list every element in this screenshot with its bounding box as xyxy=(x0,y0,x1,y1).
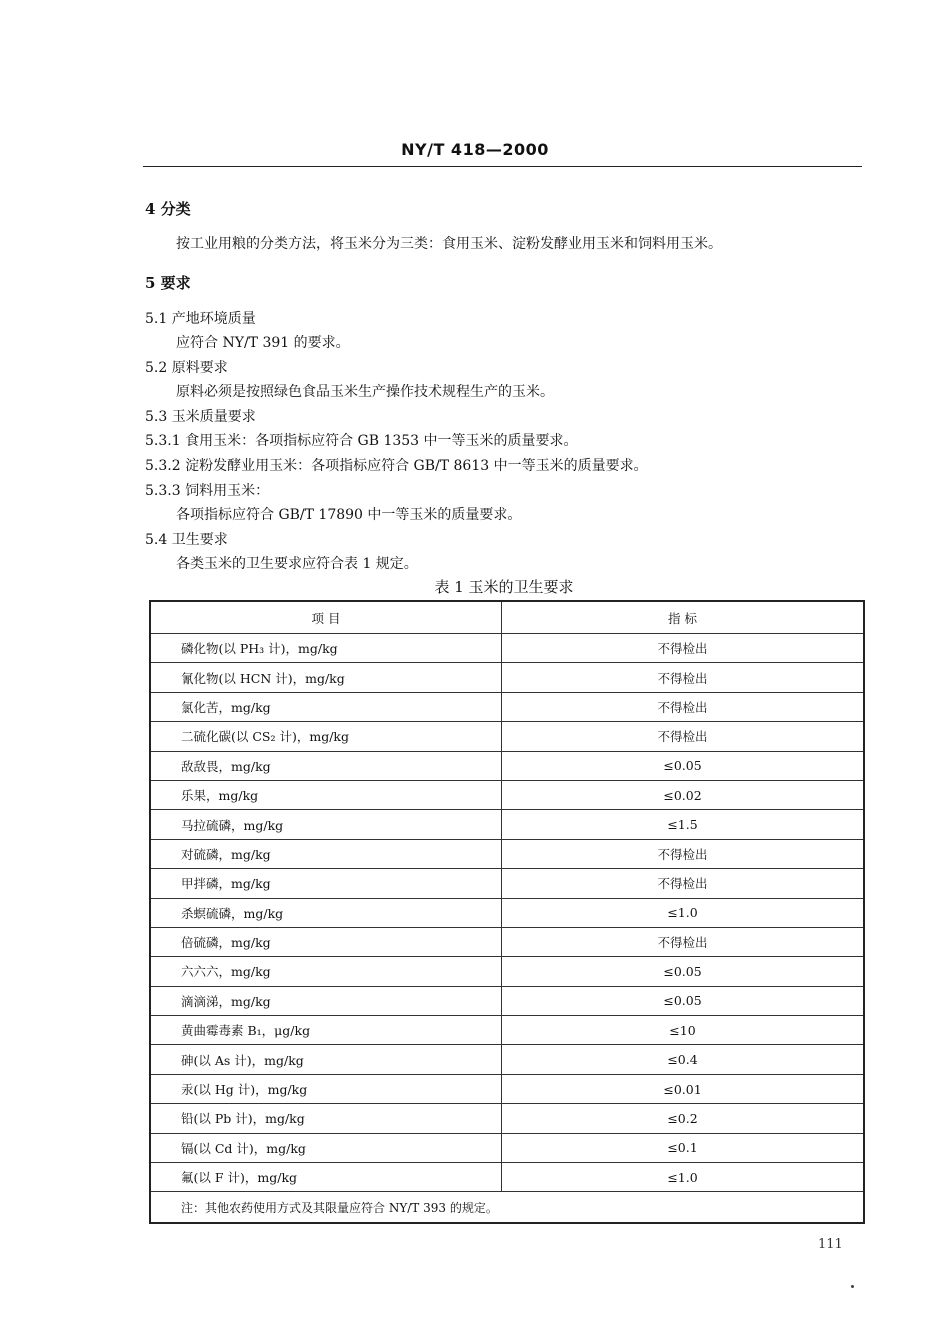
table-row xyxy=(150,692,864,721)
table-row xyxy=(150,1016,864,1045)
table-row xyxy=(150,1104,864,1133)
table-cell-value: ≤1.0 xyxy=(502,898,865,927)
table-cell-item: 铅(以 Pb 计)，mg/kg xyxy=(150,1104,502,1133)
table-cell-item: 马拉硫磷，mg/kg xyxy=(150,810,502,839)
table-cell-item: 汞(以 Hg 计)，mg/kg xyxy=(150,1074,502,1103)
table-cell-value: ≤0.02 xyxy=(502,780,865,809)
table-row xyxy=(150,1074,864,1103)
table-cell-item: 甲拌磷，mg/kg xyxy=(150,869,502,898)
table-row xyxy=(150,869,864,898)
table-cell-item: 氰化物(以 HCN 计)，mg/kg xyxy=(150,663,502,692)
table-cell-value: 不得检出 xyxy=(502,634,865,663)
table-cell-value: ≤1.5 xyxy=(502,810,865,839)
table-cell-value: ≤10 xyxy=(502,1016,865,1045)
section-5-2-text: 原料必须是按照绿色食品玉米生产操作技术规程生产的玉米。 xyxy=(176,384,554,400)
table-row xyxy=(150,986,864,1015)
table-cell-value: ≤1.0 xyxy=(502,1163,865,1192)
table-cell-value: 不得检出 xyxy=(502,692,865,721)
table-cell-value: ≤0.05 xyxy=(502,986,865,1015)
table-cell-value: ≤0.01 xyxy=(502,1074,865,1103)
section-5-3-heading: 5.3 玉米质量要求 xyxy=(145,409,256,425)
table-cell-value: 不得检出 xyxy=(502,927,865,956)
table-cell-item: 杀螟硫磷，mg/kg xyxy=(150,898,502,927)
table-cell-item: 氟(以 F 计)，mg/kg xyxy=(150,1163,502,1192)
page-mark xyxy=(851,1285,854,1288)
table-row xyxy=(150,722,864,751)
hygiene-requirements-table xyxy=(149,600,865,1224)
table-cell-item: 黄曲霉毒素 B₁，μg/kg xyxy=(150,1016,502,1045)
table-row xyxy=(150,634,864,663)
table-header-row xyxy=(150,601,864,634)
table-cell-value: ≤0.05 xyxy=(502,957,865,986)
table-cell-value: ≤0.05 xyxy=(502,751,865,780)
table-cell-value: ≤0.4 xyxy=(502,1045,865,1074)
table-row xyxy=(150,780,864,809)
table-row xyxy=(150,839,864,868)
table-row xyxy=(150,1163,864,1192)
standard-code: NY/T 418—2000 xyxy=(401,140,549,159)
table-cell-item: 六六六，mg/kg xyxy=(150,957,502,986)
section-5-4-heading: 5.4 卫生要求 xyxy=(145,532,228,548)
section-5-4-text: 各类玉米的卫生要求应符合表 1 规定。 xyxy=(176,556,418,572)
table-cell-item: 对硫磷，mg/kg xyxy=(150,839,502,868)
table-cell-value: ≤0.2 xyxy=(502,1104,865,1133)
section-4-heading: 4 分类 xyxy=(145,200,191,218)
table-row xyxy=(150,663,864,692)
header-rule xyxy=(143,166,862,167)
table-row xyxy=(150,751,864,780)
section-5-3-3-heading: 5.3.3 饲料用玉米： xyxy=(145,483,270,499)
page-number: 111 xyxy=(818,1237,843,1252)
section-5-1-text: 应符合 NY/T 391 的要求。 xyxy=(176,335,350,351)
section-5-3-2: 5.3.2 淀粉发酵业用玉米：各项指标应符合 GB/T 8613 中一等玉米的质量要求。 xyxy=(145,458,648,474)
table-row xyxy=(150,810,864,839)
section-4-text: 按工业用粮的分类方法，将玉米分为三类：食用玉米、淀粉发酵业用玉米和饲料用玉米。 xyxy=(176,236,722,252)
table-cell-item: 镉(以 Cd 计)，mg/kg xyxy=(150,1133,502,1162)
table-row xyxy=(150,957,864,986)
table-cell-item: 氯化苦，mg/kg xyxy=(150,692,502,721)
table-caption: 表 1 玉米的卫生要求 xyxy=(434,578,574,596)
column-header-value: 指 标 xyxy=(502,601,865,634)
section-5-3-1: 5.3.1 食用玉米：各项指标应符合 GB 1353 中一等玉米的质量要求。 xyxy=(145,433,578,449)
table-row xyxy=(150,898,864,927)
table-row xyxy=(150,927,864,956)
table-cell-item: 滴滴涕，mg/kg xyxy=(150,986,502,1015)
section-5-1-heading: 5.1 产地环境质量 xyxy=(145,311,256,327)
section-5-heading: 5 要求 xyxy=(145,274,191,292)
table-cell-item: 砷(以 As 计)，mg/kg xyxy=(150,1045,502,1074)
table-cell-item: 敌敌畏，mg/kg xyxy=(150,751,502,780)
table-note-row xyxy=(150,1192,864,1224)
table-cell-value: 不得检出 xyxy=(502,663,865,692)
table-cell-item: 二硫化碳(以 CS₂ 计)，mg/kg xyxy=(150,722,502,751)
column-header-item: 项 目 xyxy=(150,601,502,634)
table-row xyxy=(150,1045,864,1074)
table-cell-item: 乐果，mg/kg xyxy=(150,780,502,809)
section-5-2-heading: 5.2 原料要求 xyxy=(145,360,228,376)
table-cell-value: 不得检出 xyxy=(502,869,865,898)
table-cell-value: ≤0.1 xyxy=(502,1133,865,1162)
section-5-3-3-text: 各项指标应符合 GB/T 17890 中一等玉米的质量要求。 xyxy=(176,507,522,523)
table-cell-value: 不得检出 xyxy=(502,839,865,868)
table-cell-value: 不得检出 xyxy=(502,722,865,751)
table-note: 注：其他农药使用方式及其限量应符合 NY/T 393 的规定。 xyxy=(150,1192,864,1224)
table-cell-item: 磷化物(以 PH₃ 计)，mg/kg xyxy=(150,634,502,663)
table-cell-item: 倍硫磷，mg/kg xyxy=(150,927,502,956)
table-row xyxy=(150,1133,864,1162)
